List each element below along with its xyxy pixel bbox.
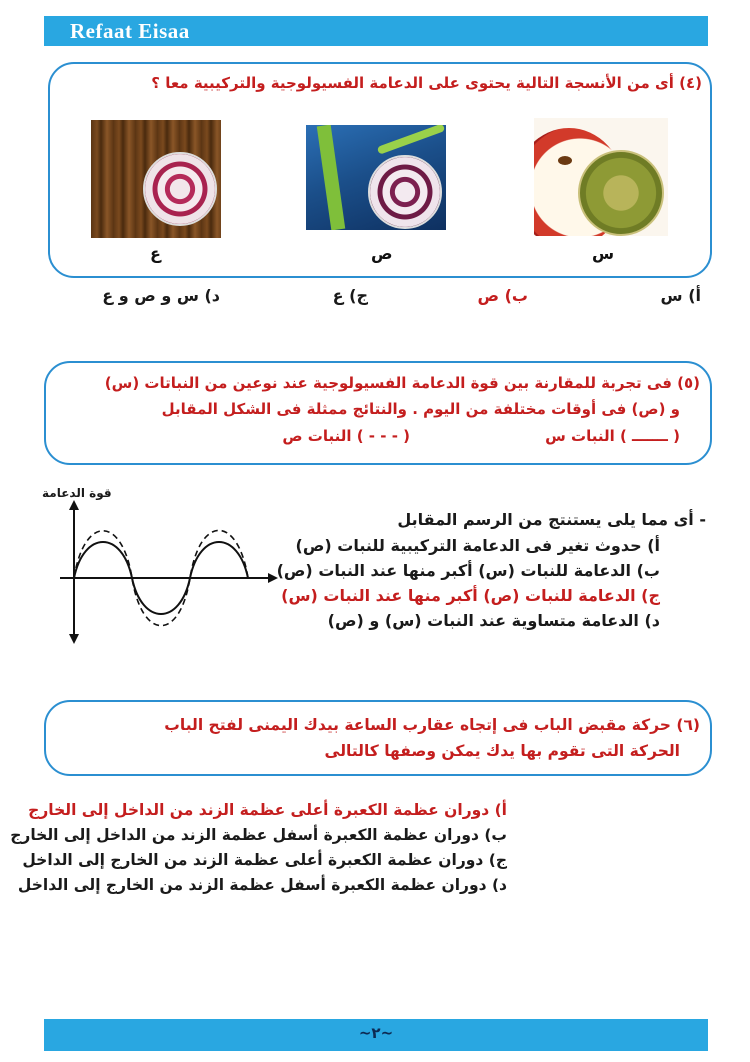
label-apple: س — [592, 244, 615, 263]
q5-choice-b[interactable]: ب) الدعامة للنبات (س) أكبر منها عند النبات (ص) — [276, 561, 660, 580]
question-5-line1: (٥) فى تجربة للمقارنة بين قوة الدعامة الفسيولوجية عند نوعين من النباتات (س) — [104, 374, 700, 392]
page-number: ~٢~ — [358, 1024, 394, 1042]
author-name: Refaat Eisaa — [70, 19, 190, 43]
question-6-line1: (٦) حركة مقبض الباب فى إتجاه عقارب الساعة بيدك اليمنى لفتح الباب — [164, 716, 700, 734]
apple-tissue-image — [534, 118, 668, 236]
q4-choice-a[interactable]: أ) س — [660, 286, 701, 305]
wood-tissue-image — [91, 120, 221, 238]
question-5-line2: و (ص) فى أوقات مختلفة من اليوم . والنتائج ممثلة فى الشكل المقابل — [161, 400, 680, 418]
q6-choice-c[interactable]: ج) دوران عظمة الكعبرة أعلى عظمة الزند من الخارج إلى الداخل — [22, 851, 507, 869]
question-4-text: (٤) أى من الأنسجة التالية يحتوى على الدعامة الفسيولوجية والتركيبية معا ؟ — [151, 74, 702, 92]
question-6-box — [44, 700, 712, 776]
legend-plant-p: ( - - - ) النبات ص — [282, 427, 410, 445]
q6-choice-a[interactable]: أ) دوران عظمة الكعبرة أعلى عظمة الزند من الداخل إلى الخارج — [28, 801, 507, 819]
q5-choice-c[interactable]: ج) الدعامة للنبات (ص) أكبر منها عند النبات (س) — [281, 586, 660, 605]
q5-prompt: - أى مما يلى يستنتج من الرسم المقابل — [397, 510, 706, 529]
graph-y-label: قوة الدعامة — [42, 486, 112, 500]
page-footer-bar — [44, 1019, 708, 1051]
support-strength-graph — [40, 500, 290, 650]
page-header-bar — [44, 16, 708, 46]
label-stem: ص — [371, 244, 393, 263]
q5-choice-d[interactable]: د) الدعامة متساوية عند النبات (س) و (ص) — [327, 611, 660, 630]
stem-tissue-image — [306, 125, 446, 230]
question-6-line2: الحركة التى تقوم بها يدك يمكن وصفها كالتالى — [324, 742, 680, 760]
q6-choice-b[interactable]: ب) دوران عظمة الكعبرة أسفل عظمة الزند من الداخل إلى الخارج — [10, 826, 507, 844]
q4-choice-b[interactable]: ب) ص — [477, 286, 528, 305]
label-wood: ع — [150, 244, 161, 263]
q6-choice-d[interactable]: د) دوران عظمة الكعبرة أسفل عظمة الزند من الخارج إلى الداخل — [17, 876, 507, 894]
q4-choice-c[interactable]: ج) ع — [332, 286, 368, 305]
q4-choice-d[interactable]: د) س و ص و ع — [102, 286, 220, 305]
q5-choice-a[interactable]: أ) حدوث تغير فى الدعامة التركيبية للنبات (ص) — [295, 536, 660, 555]
legend-plant-s: ( ـــــــ ) النبات س — [545, 427, 680, 445]
